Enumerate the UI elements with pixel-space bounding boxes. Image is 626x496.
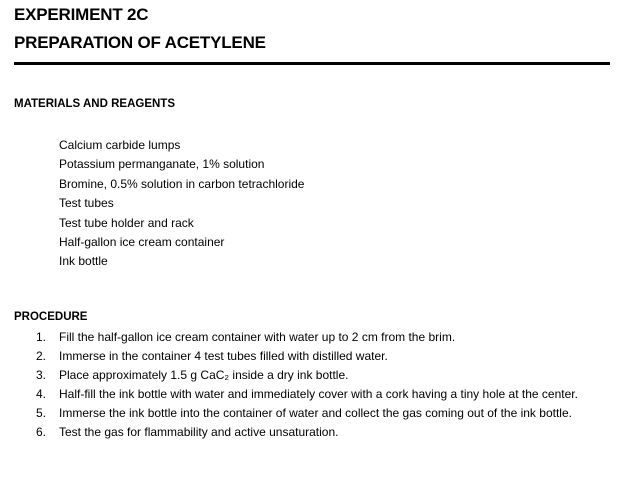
material-item: Bromine, 0.5% solution in carbon tetrachloride <box>59 176 305 191</box>
step-number: 2. <box>36 349 47 363</box>
procedure-heading: PROCEDURE <box>14 311 88 323</box>
step-number: 3. <box>36 368 47 382</box>
materials-list <box>59 136 304 272</box>
step-number: 1. <box>36 330 47 344</box>
procedure-step <box>36 347 596 366</box>
experiment-number: EXPERIMENT 2C <box>14 5 149 24</box>
step-text: Immerse in the container 4 test tubes filled with distilled water. <box>59 349 388 363</box>
procedure-step <box>36 423 596 442</box>
procedure-step <box>36 385 596 404</box>
material-item: Calcium carbide lumps <box>59 138 181 152</box>
step-text: Place approximately 1.5 g CaC₂ inside a dry ink bottle. <box>59 368 349 382</box>
procedure-step <box>36 404 596 423</box>
step-number: 6. <box>36 425 47 439</box>
step-text: Test the gas for flammability and active unsaturation. <box>59 425 339 439</box>
material-item: Test tubes <box>59 196 114 211</box>
material-item: Test tube holder and rack <box>59 215 194 230</box>
procedure-list <box>36 328 596 442</box>
step-text: Half-fill the ink bottle with water and immediately cover with a cork having a tiny hole at the center. <box>59 387 578 401</box>
step-number: 4. <box>36 387 47 401</box>
procedure-step <box>36 328 596 347</box>
material-item: Half-gallon ice cream container <box>59 234 225 249</box>
material-item: Ink bottle <box>59 254 108 269</box>
title-divider <box>14 62 610 65</box>
procedure-step <box>36 366 596 385</box>
step-text: Immerse the ink bottle into the container of water and collect the gas coming out of the ink bottle. <box>59 406 572 420</box>
page-title: PREPARATION OF ACETYLENE <box>14 33 266 52</box>
materials-heading: MATERIALS AND REAGENTS <box>14 98 175 110</box>
step-text: Fill the half-gallon ice cream container with water up to 2 cm from the brim. <box>59 330 456 344</box>
material-item: Potassium permanganate, 1% solution <box>59 157 265 172</box>
step-number: 5. <box>36 406 47 420</box>
